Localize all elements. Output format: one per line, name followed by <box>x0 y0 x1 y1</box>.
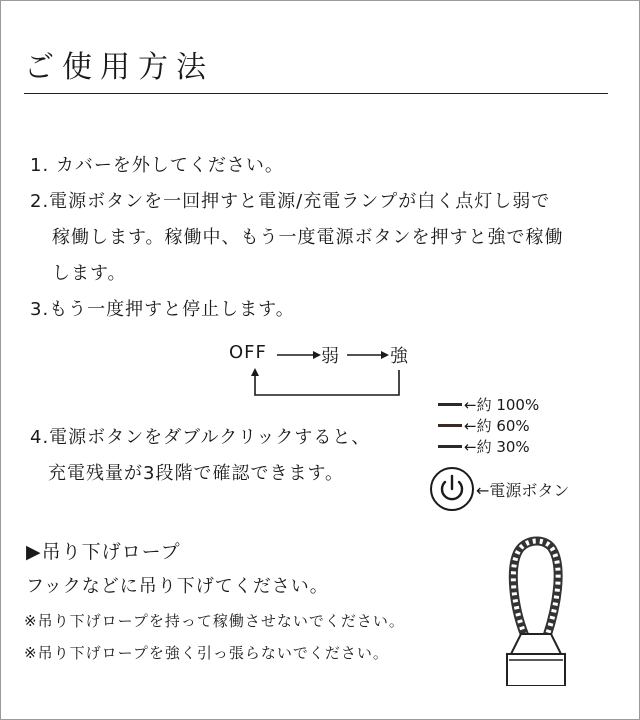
step-4 <box>30 420 370 492</box>
title-underline <box>24 93 608 94</box>
step-3-text: 3.もう一度押すと停止します。 <box>30 299 295 320</box>
battery-level-label: ←約 100% <box>464 396 540 414</box>
power-button-icon <box>428 465 476 513</box>
step-1 <box>30 148 284 184</box>
mode-cycle-diagram <box>225 340 425 402</box>
step-4-line-1: 4.電源ボタンをダブルクリックすると、 <box>30 427 371 448</box>
flow-off-label: OFF <box>229 342 267 363</box>
rope-note-1: ※吊り下げロープを持って稼働させないでください。 <box>24 612 405 630</box>
indicator-bar-icon <box>438 424 462 427</box>
arrow-head-2 <box>381 351 389 359</box>
battery-level-legend <box>438 394 539 457</box>
battery-level-30 <box>438 436 539 457</box>
arrow-head-3 <box>251 368 259 376</box>
arrow-return-to-off <box>255 370 399 395</box>
step-2-line-2: 稼働します。稼働中、もう一度電源ボタンを押すと強で稼働 <box>52 227 564 248</box>
step-4-line-2: 充電残量が3段階で確認できます。 <box>48 463 345 484</box>
indicator-bar-icon <box>438 403 462 406</box>
battery-level-60 <box>438 415 539 436</box>
step-2-line-1: 2.電源ボタンを一回押すと電源/充電ランプが白く点灯し弱で <box>30 191 551 212</box>
power-button-label: ←電源ボタン <box>476 480 570 500</box>
flow-strong-label: 強 <box>390 346 409 367</box>
step-2-line-3: します。 <box>52 263 127 284</box>
page-title: ご使用方法 <box>24 50 214 85</box>
hanging-rope-illustration <box>495 536 577 686</box>
arrow-head-1 <box>313 351 321 359</box>
rope-note-2: ※吊り下げロープを強く引っ張らないでください。 <box>24 644 389 662</box>
rope-description: フックなどに吊り下げてください。 <box>26 576 329 597</box>
step-2 <box>30 184 564 292</box>
rope-heading: ▶吊り下げロープ <box>26 541 181 563</box>
step-3 <box>30 292 295 328</box>
battery-level-100 <box>438 394 539 415</box>
flow-arrows <box>225 340 425 402</box>
battery-level-label: ←約 30% <box>464 438 530 456</box>
battery-level-label: ←約 60% <box>464 417 530 435</box>
step-1-text: 1. カバーを外してください。 <box>30 155 284 176</box>
indicator-bar-icon <box>438 445 462 448</box>
flow-weak-label: 弱 <box>321 346 340 367</box>
power-button-callout <box>428 465 569 513</box>
